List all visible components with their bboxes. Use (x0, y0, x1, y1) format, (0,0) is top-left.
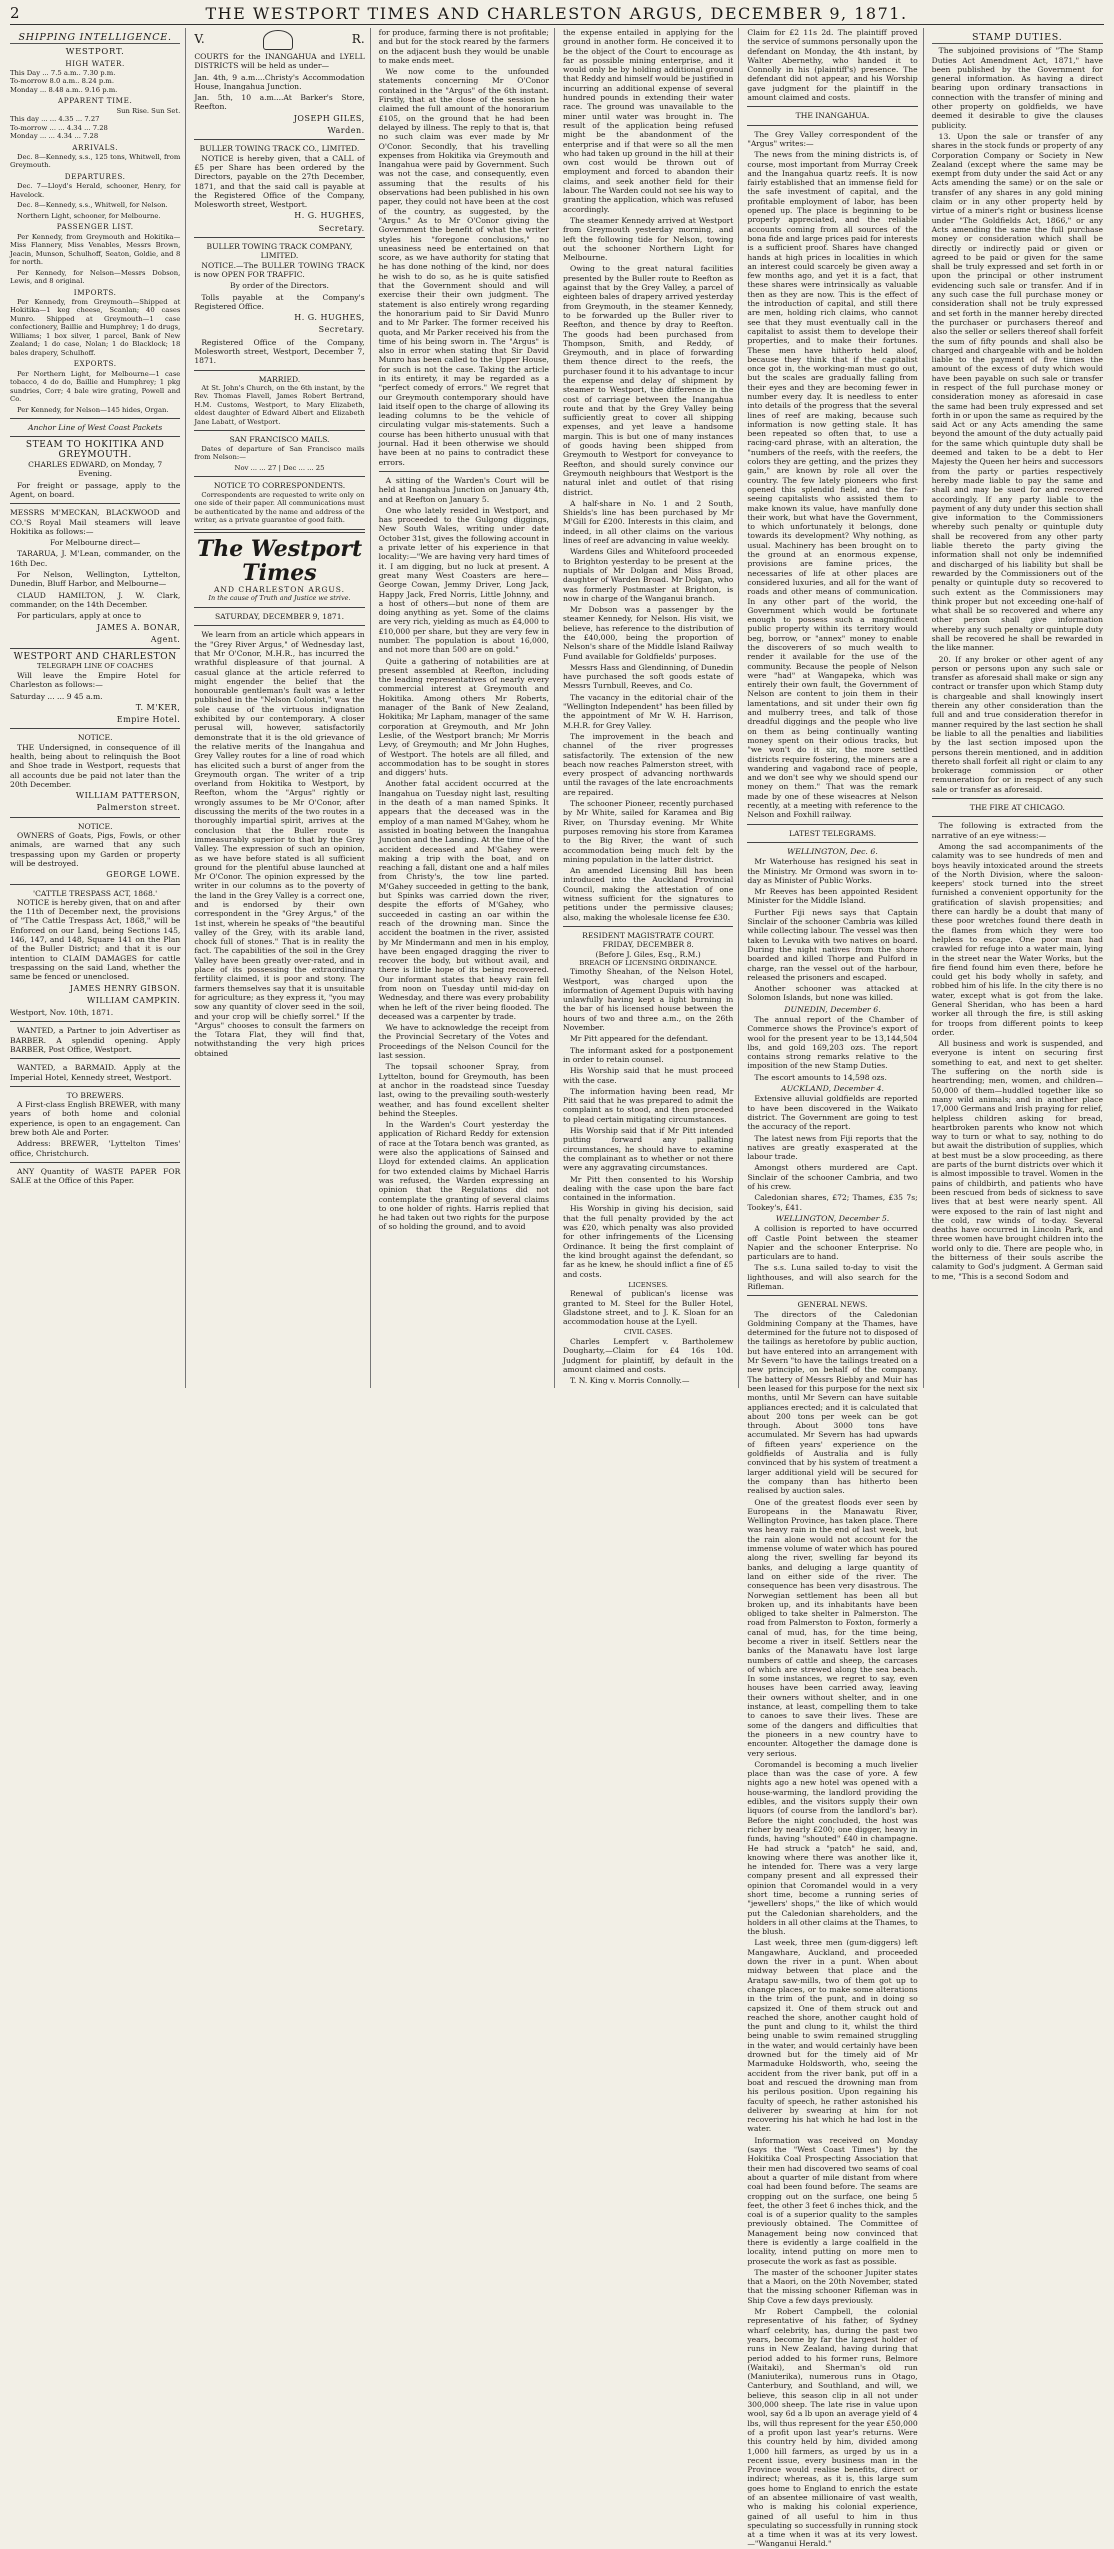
telegraph-heading: WESTPORT AND CHARLESTON (13, 652, 177, 663)
rm-paragraph: Mr Pitt appeared for the defendant. (569, 1034, 709, 1044)
mckean-claud: CLAUD HAMILTON, J. W. Clark, commander, on the 14th December. (10, 590, 181, 609)
general-heading: GENERAL NEWS. (797, 1300, 868, 1310)
fire-heading: THE FIRE AT CHICAGO. (969, 803, 1065, 813)
stamp-intro: The subjoined provisions of "The Stamp Duties Act Amendment Act, 1871," have been published by the Government for general information. As having a direct bearing upon ordinary transactions in connection with the transfer of mining and other property on goldfields, we have deemed it desirable to give the clauses publicity. (931, 46, 1103, 130)
general-paragraph: The directors of the Caledonian Goldmining Company at the Thames, have determined for the future not to disposed of the tailings as heretofore by public auction, but have entered into an arrangement with Mr Severn "to have the tailings treated on a new principle, on behalf of the company. The battery of Messrs Riebby and Muir has been leased for this purpose for the next six months, until Mr Severn can have suitable appliances erected; and it is calculated that about 200 tons per week can be got through. About 3000 tons have accumulated. Mr Severn has had upwards of fifteen years' experience on the goldfields of Australia and is fully convinced that by his system of treatment a larger additional yield will be secured for the company than has hitherto been realised by auction sales. (747, 1309, 918, 1496)
mckean-ad: MESSRS M'MECKAN, BLACKWOOD and CO.'S Royal Mail steamers will leave Hokitika as follows:— (10, 508, 181, 536)
fire-paragraph: Among the sad accompaniments of the calamity was to see hundreds of men and boys heavily intoxicated around the streets of the North Division, where the saloon-keepers' stock turned into the street furnished a convenient opportunity for the gratification of slavish propensities; and there can hardly be a doubt that many of these poor wretches found there death in the flames from which they were too helpless to escape. One poor man had crawled for refuge into a water main, lying in the street near the Water Works, but the fire fiend found him even there, before he could get his body wholly in safety, and robbed him of his life. In the city there is no water, except what is got from the lake. General Sheridan, who has been a hard worker all through the fire, is still asking for troops from different points to keep order. (931, 841, 1103, 1037)
resident-heading: RESIDENT MAGISTRATE COURT. (582, 930, 715, 940)
buller2-by: By order of the Directors. (229, 281, 329, 291)
mckean-agent-title: Agent. (150, 634, 181, 644)
tel1-place: WELLINGTON, Dec. 6. (787, 846, 878, 856)
rm-paragraph: Mr Pitt then consented to his Worship dealing with the case upon the bare fact contained in the information. (562, 1174, 734, 1203)
corresp-text: Correspondents are requested to write only on one side of their paper. All communications must be authenticated by the name and address of the writer, as a private guarantee of good faith. (194, 490, 365, 524)
news-paragraph: The schooner Pioneer, recently purchased by Mr White, sailed for Karamea and Big River, on Thursday evening. Mr White purposes removing his store from Karamea to the Big River, the want of such accommodation being much felt by the mining population in the latter district. (562, 799, 734, 864)
tel-paragraph: Caledonian shares, £72; Thames, £35 7s; Tookey's, £41. (747, 1193, 918, 1212)
married-text: At St. John's Church, on the 6th instant, by the Rev. Thomas Flavell, James Robert Bertrand, H.M. Customs, Westport, to Mary Elizabeth, eldest daughter of Edward Albert and Elizabeth Jane Labatt, of Westport. (194, 383, 365, 426)
married-heading: MARRIED. (258, 374, 301, 384)
passenger-item: Per Kennedy, for Nelson—Messrs Dobson, Lewis, and 8 original. (10, 268, 181, 286)
news-paragraph: The improvement in the beach and channel of the river progresses satisfactorily. The extension of the new beach now reaches Palmerston street, with every prospect of advancing northwards until the ravages of the late encroachments are repaired. (562, 731, 734, 797)
fire-paragraph: All business and work is suspended, and everyone is intent on securing first something to eat, and next to get shelter. The suffering on the north side is heartrending; men, women, and children—50,000 of them—huddled together like so many wild animals; and in another place 17,000 Germans and Irish praying for relief, helpless children asking for bread, heartbroken parents who know not which way to turn or what to say, nothing to do but await the distribution of supplies, which at best must be a slow proceeding, as there are parts of the burnt districts over which it is almost impossible to travel. Women in the pains of childbirth, and patients who have been rescued from beds of sickness to save lives that at best were nearly spent. All were exposed to the rain of last night and the cold, raw winds of to-day. Several deaths have occurred in Lincoln Park, and three women have brought children into the world only to die. There are people who, in the bitterness of their souls ascribe the calamity to God's judgment. A German said to me, "This is a second Sodom and (931, 1039, 1103, 1281)
courts-row: Jan. 4th, 9 a.m....Christy's Accommodation House, Inangahua Junction. (194, 72, 365, 91)
departures-heading: DEPARTURES. (64, 171, 126, 181)
buller2-text: NOTICE.—The BULLER TOWING TRACK is now OPEN FOR TRAFFIC. (194, 260, 365, 279)
export-item: Per Northern Light, for Melbourne—1 case tobacco, 4 do do, Baillie and Humphrey; 1 pkg sundries, Corr; 4 bale wire grating, Powell and Co. (10, 369, 181, 404)
apparent-time-row: This day ... ... 4.35 ... 7.27 (10, 115, 100, 124)
mckean-tararua: TARARUA, J. M'Lean, commander, on the 16th Dec. (10, 549, 181, 568)
tel-paragraph: A collision is reported to have occurred off Castle Point between the steamer Napier and the schooner Enterprise. No particulars are to hand. (747, 1224, 918, 1262)
civil-text-2: T. N. King v. Morris Connolly.— (569, 1376, 690, 1386)
general-paragraph: The master of the schooner Jupiter states that a Maori, on the 20th November, stated that the missing schooner Rifleman was in Ship Cove a few days previously. (747, 2267, 918, 2305)
news-paragraph: Another fatal accident occurred at the Inangahua on Tuesday night last, resulting in the death of a man named Spinks. It appears that the deceased was in the employ of a man named M'Gahey, whom he assisted in boating between the Inangahua Junction and the Landing. At the time of the accident deceased and M'Gahey were making a trip with the boat, and on reaching a fall, distant one and a half miles from Christy's, the tow line parted. M'Gahey succeeded in getting to the bank, but Spinks was carried down the river, despite the efforts of M'Gahey, who succeeded in casting an oar within the reach of the drowning man. Since the accident the boatmen in the river, assisted by Mr Mindermann and men in his employ, have been engaged dragging the river to recover the body, but without avail, and there is little hope of its being recovered. Our informant states that heavy rain fell from noon on Tuesday until mid-day on Wednesday, and there was every probability when he left of the river being flooded. The deceased was a carpenter by trade. (378, 779, 549, 1021)
notice1-sig: WILLIAM PATTERSON, (75, 791, 181, 801)
buller1-sig: H. G. HUGHES, (294, 211, 365, 221)
rm-sub: BREACH OF LICENSING ORDINANCE. (579, 958, 718, 967)
column-1 (8, 28, 186, 1388)
tel4-place: WELLINGTON, December 5. (775, 1213, 890, 1223)
rm-before: (Before J. Giles, Esq., R.M.) (595, 949, 701, 959)
cattle-heading: 'CATTLE TRESPASS ACT, 1868.' (33, 888, 158, 898)
rm-paragraph: His Worship said that if Mr Pitt intended putting forward any palliating circumstances, he should have to examine the complainant as to whether or not there were any aggravating circumstances. (562, 1126, 734, 1173)
notice1-sig2: Palmerston street. (96, 803, 181, 813)
tel-paragraph: The latest news from Fiji reports that the natives are greatly exasperated at the labour trade. (747, 1133, 918, 1162)
tel3-place: AUCKLAND, December 4. (780, 1084, 885, 1094)
passengers-heading: PASSENGER LIST. (56, 222, 134, 232)
apparent-time-row: Monday ... ... 4.34 ... 7.28 (10, 132, 99, 141)
inangahua-paragraph: The news from the mining districts is, of course, most important from Murray Creek and the Inangahua quartz reefs. It is now fairly established that an immense field for the safe investment of capital, and the profitable employment of labor, has been opened up. The place is beginning to be properly appreciated, and the reliable accounts coming from all sources of the bona fide and large prices paid for interests is a sufficient proof. Shares have changed hands at high prices in localities in which an interest could scarcely be given away a few months ago, and yet it is a fact, that these shares were intrinsically as valuable then as they are now. This is the effect of the introduction of capital, and still there are men, holding rich claims, who cannot see that they must eventually call in the capitalist to assist them to develope their properties, and to make their fortunes. These men have hitherto held aloof, because they think that if the capitalist once got in, the working-man must go out, but the scales are gradually falling from their eyes and they are becoming fewer in number every day. It is needless to enter into details of the progress that the several lines of reef are making, because such information is now getting stale. It has been repeated so often that, to use a racing-card phrase, with an alteration, the "numbers of the reefs, with the reefers, the colors they are getting, and the prizes they gain," are known by role all over the country. The few lately pioneers who first opened this splendid field, and the far-seeing capitalists who assisted them to make known its value, have manfully done their work, but what have the Government, to which unfortunately it belongs, done towards its development? Why nothing, as usual. Machinery has been brought on to the ground at an enormous expense, provisions are famine prices, the necessaries of life at other places are considered luxuries, and all for the want of roads and other means of communication. In any other part of the world, the Government which would be fortunate enough to possess such a magnificent public property within its territory would beg, borrow, or "annex" money to enable the discoverers of so much wealth to render it available for the use of the community. Because the people of Nelson were "had" at Wangapeka, which was entirely their own fault, the Government of Nelson are content to join them in their lamentations, and sit under their own fig and mulberry trees, and talk of those dreadful diggings and the people who live on them as being continually wanting money spent on their odious tracks, but "we won't do it sir, the more settled districts require fostering, the miners are a wandering and vagabond race of people, and we don't see why we should spend our money on them." That was the remark made by one of these wiseacres at Nelson recently, at a meeting with reference to the Nelson and Foxhill railway. (747, 150, 918, 820)
civil-heading: CIVIL CASES. (623, 1328, 673, 1337)
column-6 (930, 28, 1108, 1388)
news-paragraph: An amended Licensing Bill has been introduced into the Auckland Provincial Council, making the attestation of one witness sufficient for the signatures to petitions under the permissive clauses; also, making the wholesale license fee £30. (562, 866, 734, 922)
telegraph-sig: T. M'KER, (135, 702, 181, 712)
news-paragraph: We now come to the unfounded statements concerning Mr O'Conor contained in the "Argus" of the 6th instant. Firstly, that at the close of the session he claimed the full amount of the honorarium £105, on the ground that he had been delayed by illness. The reply to that is, that no such claim was ever made by Mr O'Conor. Secondly, that his travelling expenses from Hokitika via Greymouth and Inangahua were paid by Government. Such was not the case, and consequently, even assuming that the results of his observations had been published in his own paper, they could not have been at the cost of the country, as suggested, by the "Argus." As to Mr O'Conor giving the Government the benefit of what the writer styles his "foregone conclusions," no uneasiness need be entertained on that score, as we have authority for stating that he has done nothing of the kind, nor does he wish to do so, as he is quite satisfied that the Government should and will exercise their their own judgment. The statement is also entirely wrong regarding the honorarium paid to Sir David Munro and to Mr Parker. The former received his quota, and Mr Parker received his from the time of his being sworn in. The "Argus" is also in error when stating that Sir David Munro has been called to the Upper House, for such is not the case. Taking the article in its entirety, it may be regarded as a "perfect comedy of errors." We regret that our Greymouth contemporary should have laid itself open to the charge of allowing its leading columns to be the vehicle of circulating vulgar mis-statements. Such a course has been hitherto unusual with that journal. Had it been otherwise we should have been at no pains to contradict these errors. (378, 67, 549, 467)
courts-row: Jan. 5th, 10 a.m....At Barker's Store, Reefton. (194, 93, 365, 112)
wanted2: WANTED, a BARMAID. Apply at the Imperial Hotel, Kennedy street, Westport. (10, 1063, 181, 1082)
telegraph-text: Will leave the Empire Hotel for Charleston as follows:— (10, 670, 181, 690)
buller2-sig: H. G. HUGHES, (294, 313, 365, 323)
high-water-row: To-morrow 8.0 a.m.. 8.24 p.m. (10, 77, 115, 86)
mails-text: Dates of departure of San Francisco mails from Nelson:— (194, 444, 365, 462)
news-paragraph: the expense entailed in applying for the ground in another form. He conceived it to be the object of the Court to encourage as far as possible mining enterprise, and it would only be by holding additional ground that Reddy and himself would be justified in incurring an additional expense of several hundred pounds in extending their water race. The ground was unavailable to the miner until water was brought in. The result of the application being refused might be the abandonment of the enterprise and if that were so all the men who had taken up ground in the hill at their own cost would be thrown out of employment and forced to abandon their claims, and seek another field for their labour. The Warden could not see his way to granting the application, which was refused accordingly. (562, 28, 734, 214)
news-paragraph: Claim for £2 11s 2d. The plaintiff proved the service of summons personally upon the defendant on Monday, the 4th instant, by Walter Abernethy, who handed it to Connolly in his (plaintiff's) presence. The defendant did not appear, and his Worship gave judgment for the plaintiff in the amount claimed and costs. (747, 28, 918, 103)
news-paragraph: The vacancy in the editorial chair of the "Wellington Independent" has been filled by the appointment of Mr W. H. Harrison, M.H.R. for Grey Valley. (562, 692, 734, 730)
general-paragraph: Mr Robert Campbell, the colonial representative of his father, of Sydney wharf celebrity, has, during the past two years, become by far the largest holder of runs in New Zealand, having during that period added to his former runs, Belmore (Waitaki), and Sherman's old run (Maniuterika), numerous runs in Otago, Canterbury, and Southland, and will, we believe, this season clip in all not under 300,000 sheep. The late rise in value upon wool, say 6d a lb upon an average yield of 4 lbs, will thus represent for the year £50,000 of a profit upon last year's returns. Were this country held by him, divided among 1,000 hill farmers, as urged by us in a recent issue, every business man in the Province would realise benefits, direct or indirect; whereas, as it is, this large sum goes home to England to enrich the estate of an absentee millionaire of vast wealth, who is making his colonial experience, gained of all useful to him in thus speculating so successfully in running stock at a time when it was at its very lowest.—"Wanganui Herald." (747, 2307, 918, 2549)
news-paragraph: Quite a gathering of notabilities are at present assembled at Reefton, including the leading representatives of nearly every commercial interest at Greymouth and Hokitika. Among others Mr Roberts, manager of the Bank of New Zealand, Hokitika; Mr Lapham, manager of the same corporation at Greymouth, and Mr John Leslie, of the Westport branch; Mr Morris Levy, of Greymouth; and Mr John Hughes, of Westport. The hotels are all filled, and accommodation has to be sought in stores and diggers' huts. (378, 656, 549, 778)
news-paragraph: We have to acknowledge the receipt from the Provincial Secretary of the Votes and Proceedings of the Nelson Council for the last session. (378, 1023, 549, 1061)
general-paragraph: Information was received on Monday (says the "West Coast Times") by the Hokitika Coal Prospecting Association that their men had discovered two seams of coal about a quarter of mile distant from where coal had been found before. The seams are cropping out on the surface, one being 5 feet, the other 3 feet 6 inches thick, and the coal is of a superior quality to the samples previously obtained. The Committee of Management being now convinced that there is evidently a large coalfield in the locality, intend putting on more men to prosecute the work as fast as possible. (747, 2135, 918, 2266)
notice1-heading: NOTICE. (77, 733, 113, 743)
news-paragraph: In the Warden's Court yesterday the application of Richard Reddy for extension of race at the Totara bench was granted, as were also the applications of Sainsed and Lloyd for extended claims. An application for two extended claims by Michael Harris was refused, the Warden expressing an opinion that the Regulations did not contemplate the granting of several claims to one holder of rights. Harris replied that he had taken out two rights for the purpose of so holding the ground, and to avoid (378, 1120, 549, 1232)
stamp-clause-13: 13. Upon the sale or transfer of any shares in the stock funds or property of any Corporation Company or Society in New Zealand (except where the same may be exempt from duty under the said Act or any Acts amending the same) or on the sale or transfer of any shares in any gold mining claim or in any other property held by virtue of a miner's right or business license under "The Goldfields Act, 1866," or any Acts amending the same the full purchase money or consideration which shall be directly or indirectly paid or given or agreed to be paid or given for the same shall be truly expressed and set forth in or upon the principal or other instrument evidencing such sale or transfer. And if in any such case the full purchase money or consideration shall not be truly expressed and set forth in the manner hereby directed the purchaser or purchasers thereof and also the seller or sellers thereof shall forfeit the sum of fifty pounds and shall also be charged and chargeable with and be holden liable to the payment of five times the amount of the excess of duty which would have been payable on such sale or transfer in respect of the full purchase money or consideration money as aforesaid in case the same had been truly expressed and set forth in or upon the same as required by the said Act or any Acts amending the same beyond the amount of the duty actually paid for the same which quintuple duty shall be deemed and taken to be a debt to Her Majesty the Queen her heirs and successors from the party or parties respectively hereby made liable to pay the same and shall and may be sued for and recovered accordingly. If any party liable to the payment of any duty under this section shall give information to the Commissioners whereby such penalty or quintuple duty shall be recovered from any other party liable thereto the party giving the information shall not only be indemnified and discharged of his liability but shall be rewarded by the Commissioners out of the penalty or quintuple duty so recovered to such extent as the Commissioners may think proper but not exceeding one-half of what shall be so recovered and where any other person shall give information whereby any such penalty or quintuple duty shall be recovered he shall be rewarded in the like manner. (931, 131, 1103, 653)
vr-crest-row (194, 30, 364, 50)
apparent-time-heading: APPARENT TIME. (57, 96, 133, 106)
licenses-text: Renewal of publican's license was granted to M. Steel for the Buller Hotel, Gladstone street, and to J. K. Sloan for an accommodation house at the Lyell. (562, 1289, 734, 1327)
mails-heading: SAN FRANCISCO MAILS. (229, 435, 330, 445)
general-paragraph: One of the greatest floods ever seen by Europeans in the Manawatu River, Wellington Province, has taken place. There was heavy rain in the end of last week, but the rain alone would not account for the immense volume of water which has poured along the river, swelling far beyond its banks, and deluging a large quantity of land on either side of the river. The consequence has been very disastrous. The Norwegian settlement has been all but broken up, and its inhabitants have been obliged to take shelter in Palmerston. The road from Palmerston to Foxton, formerly a canal of mud, has, for the time being, become a river in itself. Settlers near the banks of the Manawatu have lost large numbers of cattle and sheep, the carcases of which are strewed along the sea beach. In some instances, we regret to say, even houses have been carried away, leaving their owners without shelter, and in one instance, at least, compelling them to take to canoes to save their lives. These are some of the dangers and difficulties that the pioneers in a new country have to encounter. Altogether the damage done is very serious. (747, 1497, 918, 1758)
news-paragraph: Mr Dobson was a passenger by the steamer Kennedy, for Nelson. His visit, we believe, has reference to the distribution of the £40,000, being the proportion of Nelson's share of the Middle Island Railway Fund available for Goldfields' purposes. (562, 605, 734, 661)
rm-paragraph: The informant asked for a postponement in order to retain counsel. (562, 1045, 734, 1064)
tel-paragraph: Mr Reeves has been appointed Resident Minister for the Middle Island. (747, 887, 918, 906)
brewers-address: Address: BREWER, 'Lyttelton Times' office, Christchurch. (10, 1139, 181, 1158)
buller1-text: NOTICE is hereby given, that a CALL of £5 per Share has been ordered by the Directors, payable on the 27th December, 1871, and that the said call is payable at the Registered Office of the Company, Molesworth street, Westport. (194, 153, 365, 210)
steam-heading: STEAM TO HOKITIKA AND GREYMOUTH. (25, 440, 165, 460)
tel-paragraph: The annual report of the Chamber of Commerce shows the Province's export of wool for the present year to be 13,144,504 lbs, and gold 169,203 ozs. The report contains strong remarks relative to the imposition of the new Stamp Duties. (747, 1014, 918, 1071)
fire-paragraph: The following is extracted from the narrative of an eye witness:— (931, 821, 1103, 840)
royal-crest-icon (263, 30, 293, 50)
column-2 (192, 28, 370, 1388)
apparent-time-cols: Sun Rise. Sun Set. (116, 106, 181, 115)
paper-logo-sub: AND CHARLESTON ARGUS. (213, 584, 346, 594)
page-number: 2 (10, 4, 22, 22)
rm-paragraph: His Worship in giving his decision, said that the full penalty provided by the act was £20, which penalty was also provided for other infringements of the Licensing Ordinance. It being the first complaint of the kind brought against the defendant, so far as he knew, he should inflict a fine of £5 and costs. (562, 1204, 734, 1279)
mckean-melbourne: For Melbourne direct— (50, 538, 141, 548)
mails-row: Nov ... ... 27 | Dec ... ... 25 (234, 463, 325, 472)
notice2-text: OWNERS of Goats, Pigs, Fowls, or other animals, are warned that any such trespassing upon my Garden or property will be destroyed. (10, 831, 181, 868)
vr-right: R. (351, 32, 365, 47)
licenses-heading: LICENSES. (628, 1280, 668, 1289)
stamp-heading: STAMP DUTIES. (932, 32, 1103, 44)
rm-paragraph: His Worship said that he must proceed with the case. (562, 1066, 734, 1085)
mckean-nelson: For Nelson, Wellington, Lyttelton, Dunedin, Bluff Harbor, and Melbourne— (10, 570, 181, 589)
shipping-heading: SHIPPING INTELLIGENCE. (10, 32, 180, 44)
tel2-place: DUNEDIN, December 6. (784, 1004, 881, 1014)
brewers-text: A First-class English BREWER, with many years of both home and colonial experience, is open to an engagement. Can brew both Ale and Porter. (10, 1100, 181, 1138)
port-heading: WESTPORT. (65, 46, 125, 57)
news-paragraph: One who lately resided in Westport, and has proceeded to the Gulgong diggings, New South Wales, writing under date October 31st, gives the following account in a private letter of his experience in that locality:—"We are having very hard times of it. I am digging, but no luck at present. A great many West Coasters are here—George Cowan, Jemmy Driver, Long Jack, Happy Jack, Fred Norris, Little Johnny, and a host of others—but none of them are doing anything as yet. Some of the claims are very rich, yielding as much as £4,000 to £10,000 per share, but they are very few in number. The population is about 16,000, and not more than 500 are on gold." (378, 505, 549, 655)
high-water-heading: HIGH WATER. (65, 58, 125, 68)
passenger-item: Per Kennedy, from Greymouth and Hokitika—Miss Flannery, Miss Venables, Messrs Brown, Jeacin, Munson, Schulhoff, Seaton, Goldie, and 8 for north. (10, 232, 181, 267)
telegraph-sig2: Empire Hotel. (116, 715, 181, 725)
cattle-text: NOTICE is hereby given, that on and after the 11th of December next, the provisions of "The Cattle Trespass Act, 1868," will be Enforced on our Land, being Sections 145, 146, 147, and 148, Square 141 on the Plan of the Buller District; and that it is our intention to CLAIM DAMAGES for cattle trespassing on the said Land, whether the same be fenced or unenclosed. (10, 897, 181, 982)
masthead-title: THE WESTPORT TIMES AND CHARLESTON ARGUS, DECEMBER 9, 1871. (205, 3, 908, 23)
news-paragraph: for produce, farming there is not profitable; and but for the stock reared by the farmers on the adjacent bush they would be unable to make ends meet. (378, 28, 549, 65)
wanted1: WANTED, a Partner to join Advertiser as BARBER. A splendid opening. Apply BARBER, Post Office, Westport. (10, 1026, 181, 1054)
general-paragraph: Coromandel is becoming a much livelier place than was the case of yore. A few nights ago a new hotel was opened with a house-warming, the landlord providing the edibles, and the visitors supply their own liquors (of course from the landlord's bar). Before the night concluded, the host was richer by nearly £200; one digger, heavy in funds, having "shouted" £40 in champagne. He had struck a "patch" he said, and, knowing where there was another like it, he intended for. There was a very large company present and all expressed their opinion that Coromandel would in a very short time, become a running series of "jewellers' shops," the like of which would put the Caledonian shareholders, and the holders in all other claims at the Thames, to the blush. (747, 1759, 918, 1937)
brewers-heading: TO BREWERS. (66, 1090, 124, 1100)
buller2-sig2: Secretary. (318, 325, 365, 335)
corresp-heading: NOTICE TO CORRESPONDENTS. (213, 481, 346, 491)
column-4 (561, 28, 739, 1388)
rm-date: FRIDAY, DECEMBER 8. (602, 940, 694, 950)
news-paragraph: Owing to the great natural facilities presented by the Buller route to Reefton as against that by the Grey Valley, a parcel of eighteen bales of drapery arrived yesterday from Greymouth, in the steamer Kennedy, to be forwarded up the Buller river to Reefton, and thence by dray to Reefton. The goods had been purchased from Thompson, Smith, and Reddy, of Greymouth, and in place of forwarding them thence direct to the reefs, the purchaser found it to his advantage to incur the expense and delay of shipment by steamer to Westport, the difference in the cost of carriage between the Inangahua route and that by the Grey Valley being sufficiently great to cover all shipping expenses, and yet leave a handsome margin. This is but one of many instances of goods having been shipped from Greymouth to Westport for conveyance to Reefton, and should surely convince our Greymouth neighbours that Westport is the natural inlet and outlet of that rising district. (562, 264, 734, 497)
high-water-row: This Day ... 7.5 a.m.. 7.30 p.m. (10, 68, 116, 77)
imports-heading: IMPORTS. (73, 287, 117, 297)
courts-text: COURTS for the INANGAHUA and LYELL DISTRICTS will be held as under— (194, 52, 365, 71)
news-paragraph: Messrs Hass and Glendinning, of Dunedin have purchased the soft goods estate of Messrs Turnbull, Reeves, and Co. (562, 662, 734, 691)
imports-text: Per Kennedy, from Greymouth—Shipped at Hokitika—1 keg cheese, Scanlan; 40 cases Munro. Shipped at Greymouth—1 case confectionery, Baillie and Humphrey; 1 do drugs, Williams; 1 box silver, 1 parcel, Bank of New Zealand; 1 do case, Nolan; 1 do Blacklock; 18 bales drapery, Schulhoff. (10, 297, 181, 357)
civil-text: Charles Lempfert v. Bartholemew Dougharty,—Claim for £4 16s 10d. Judgment for plaintiff, by default in the amount claimed and costs. (562, 1336, 734, 1374)
cattle-sig: JAMES HENRY GIBSON. (69, 983, 181, 993)
export-item: Per Kennedy, for Nelson—145 hides, Organ. (17, 405, 169, 414)
telegraph-sub: TELEGRAPH LINE OF COACHES (37, 662, 154, 671)
mckean-particulars: For particulars, apply at once to (17, 611, 142, 621)
news-paragraph: The topsail schooner Spray, from Lyttelton, bound for Greymouth, has been at anchor in the roadstead since Tuesday last, owing to the prevailing south-westerly weather, and has found excellent shelter behind the Steeples. (378, 1062, 549, 1118)
cattle-date: Westport, Nov. 10th, 1871. (10, 1008, 114, 1018)
mckean-agent: JAMES A. BONAR, (96, 622, 181, 632)
departure-item: Dec. 8—Kennedy, s.s., Whitwell, for Nelson. (17, 201, 168, 210)
tel-paragraph: The s.s. Luna sailed to-day to visit the lighthouses, and will also search for the Rifleman. (747, 1263, 918, 1291)
courts-sig: JOSEPH GILES, (293, 113, 365, 123)
masthead (10, 2, 1104, 25)
news-paragraph: Wardens Giles and Whitefoord proceeded to Brighton yesterday to be present at the nuptials of Mr Dolgan and Miss Broad, daughter of Warden Broad. Mr Dolgan, who was formerly Postmaster at Brighton, is now in charge of the Wanganui branch. (562, 547, 734, 603)
column-5 (745, 28, 923, 2549)
buller2-office: Registered Office of the Company, Molesworth street, Westport, December 7, 1871. (194, 337, 365, 366)
notice1-text: THE Undersigned, in consequence of ill health, being about to relinquish the Boot and Shoe trade in Westport, requests that all accounts due be paid not later than the 20th December. (10, 742, 181, 789)
paper-logo: The Westport Times (196, 535, 363, 586)
column-3 (377, 28, 555, 1388)
tel-paragraph: Another schooner was attacked at Solomon Islands, but none was killed. (747, 984, 918, 1003)
news-paragraph: The steamer Kennedy arrived at Westport from Greymouth yesterday morning, and left the following tide for Nelson, towing out the schooner Northern Light for Melbourne. (562, 215, 734, 263)
steam-text: CHARLES EDWARD, on Monday, 7 Evening. (28, 460, 163, 479)
rm-paragraph: Timothy Sheahan, of the Nelson Hotel, Westport, was charged upon the information of Agement Dupuis with having unlawfully having kept a light burning in the bar of his licensed house between the hours of two and three a.m., on the 26th November. (562, 967, 734, 1033)
arrivals-text: Dec. 8—Kennedy, s.s., 125 tons, Whitwell, from Greymouth. (10, 152, 181, 170)
anchor-line: Anchor Line of West Coast Packets (28, 423, 163, 433)
rm-paragraph: The information having been read, Mr Pitt said that he was prepared to admit the complaint as to stood, and then proceeded to plead certain mitigating circumstances. (562, 1086, 734, 1124)
stamp-clause-20: 20. If any broker or other agent of any person or persons upon any such sale or transfer as aforesaid shall make or sign any contract or transfer upon which Stamp duty is chargeable and shall knowingly insert therein any other consideration than the full and and true consideration therefor in manner required by the last section he shall be liable to all the penalties and liabilities by the last section imposed upon the persons therein mentioned, and in addition thereto shall forfeit all right or claim to any brokerage commission or other remuneration for or in respect of any such sale or transfer as aforesaid. (931, 654, 1103, 794)
tel-paragraph: Mr Waterhouse has resigned his seat in the Ministry. Mr Ormond was sworn in to-day as Minister of Public Works. (747, 857, 918, 885)
steam-note: For freight or passage, apply to the Agent, on board. (10, 480, 181, 499)
departure-item: Northern Light, schooner, for Melbourne. (17, 211, 161, 220)
apparent-time-row: To-morrow ... ... 4.34 ... 7.28 (10, 123, 108, 132)
buller1-heading: BULLER TOWING TRACK CO., LIMITED. (199, 144, 360, 154)
exports-heading: EXPORTS. (73, 359, 117, 369)
buller1-sig2: Secretary. (318, 223, 365, 233)
tel-paragraph: Amongst others murdered are Capt. Sinclair of the schooner Cambria, and two of his crew. (747, 1163, 918, 1192)
cattle-sig2: WILLIAM CAMPKIN. (87, 995, 181, 1005)
tel-paragraph: Extensive alluvial goldfields are reported to have been discovered in the Waikato district. The Government are going to test the accuracy of the report. (747, 1094, 918, 1132)
general-paragraph: Last week, three men (gum-diggers) left Mangawhare, Auckland, and proceeded down the river in a punt. When about midway between that place and the Aratapu saw-mills, two of them got up to change places, or to make some alterations in the trim of the punt, and in doing so capsized it. One of them struck out and reached the shore, another caught hold of the punt and clung to it, whilst the third being unable to swim remained struggling in the water, and would certainly have been drowned but for the timely aid of Mr Marmaduke Holdsworth, who, seeing the accident from the river bank, put off in a boat and rescued the drowning man from his perilous position. Upon regaining his faculty of speech, he rather astonished his deliverer by swearing at him for not recovering his hat which he had lost in the water. (747, 1938, 918, 2134)
news-paragraph: A half-share in No. 1 and 2 South, Shields's line has been purchased by Mr M'Gill for £200. Interests in this claim, and indeed, in all other claims on the various lines of reef are advancing in value weekly. (562, 498, 734, 546)
waste-paper: ANY Quantity of WASTE PAPER FOR SALE at the Office of this Paper. (10, 1166, 181, 1186)
courts-sig2: Warden. (327, 126, 365, 136)
telegraph-day: Saturday ... ... 9 45 a.m. (10, 691, 103, 701)
arrivals-heading: ARRIVALS. (72, 142, 119, 152)
departure-item: Dec. 7—Lloyd's Herald, schooner, Henry, for Havelock. (10, 182, 181, 199)
vr-left: V. (194, 32, 205, 47)
buller2-heading: BULLER TOWING TRACK COMPANY, LIMITED. (206, 242, 353, 261)
inangahua-paragraph: The Grey Valley correspondent of the "Argus" writes:— (747, 129, 918, 148)
tel-paragraph: Further Fiji news says that Captain Sinclair of the schooner Cambria was killed while collecting labour. The vessel was then taken to Levuka with two natives on board. During the night natives from the shore boarded and killed Thorpe and Pulford in charge, ran the vessel out of the harbour, released the prisoners and escaped. (747, 907, 918, 982)
tel-paragraph: The escort amounts to 14,598 ozs. (754, 1072, 887, 1082)
date-line: SATURDAY, DECEMBER 9, 1871. (214, 612, 344, 622)
high-water-row: Monday ... 8.48 a.m.. 9.16 p.m. (10, 85, 118, 94)
editorial-paragraph: We learn from an article which appears in the "Grey River Argus," of Wednesday last, that Mr O'Conor, M.H.R., has incurred the wrathful displeasure of that journal. A casual glance at the article referred to might engender the belief that the honourable gentleman's fault was a letter published in the "Nelson Colonist," was the sole cause of the virtuous indignation exhibited by our contemporary. A closer perusal will, however, satisfactorily demonstrate that it is the old grievance of the relative merits of the Inangahua and Grey Valley routes for a line of road which has elicited such a burst of anger from the Greymouth organ. The writer of a trip overland from Hokitika to Westport, by Reefton, whom the "Argus" rightly or wrongly assumes to be Mr O'Conor, after discussing the merits of the two routes in a thoroughly impartial spirit, arrives at the conclusion that the Buller route is immeasurably superior to that by the Grey Valley. The expression of such an opinion, as we have before stated is all sufficient ground for the plentiful abuse launched at Mr O'Conor. The opinion expressed by the writer in our columns as to the poverty of the land in the Grey Valley is a correct one, and is endorsed by their own correspondent in the "Grey Argus," of the 1st inst, wherein he speaks of "the beautiful valley of the Grey, with its arable land, chock full of stones." That is in reality the fact. The capabilities of the soil in the Grey Valley have been greatly over-rated, and in place of its possessing the extraordinary fertility claimed, it is poor and stony. The farmers themselves say that it is unsuitable for agriculture; as they express it, "you may sow any quantity of clover seed in the soil, and your crop will be chiefly sorrel." If the "Argus" chooses to consult the farmers on the Totara Flat, they will find that, notwithstanding the very high prices obtained (194, 630, 365, 1058)
inangahua-heading: THE INANGAHUA. (795, 111, 870, 121)
news-paragraph: A sitting of the Warden's Court will be held at Inangahua Junction on January 4th, and at Reefton on January 5. (378, 475, 549, 504)
buller2-tolls: Tolls payable at the Company's Registered Office. (194, 292, 365, 311)
paper-motto: In the cause of Truth and Justice we strive. (208, 593, 351, 602)
notice2-sig: GEORGE LOWE. (106, 870, 181, 880)
notice2-heading: NOTICE. (77, 821, 113, 831)
telegrams-heading: LATEST TELEGRAMS. (789, 828, 876, 838)
